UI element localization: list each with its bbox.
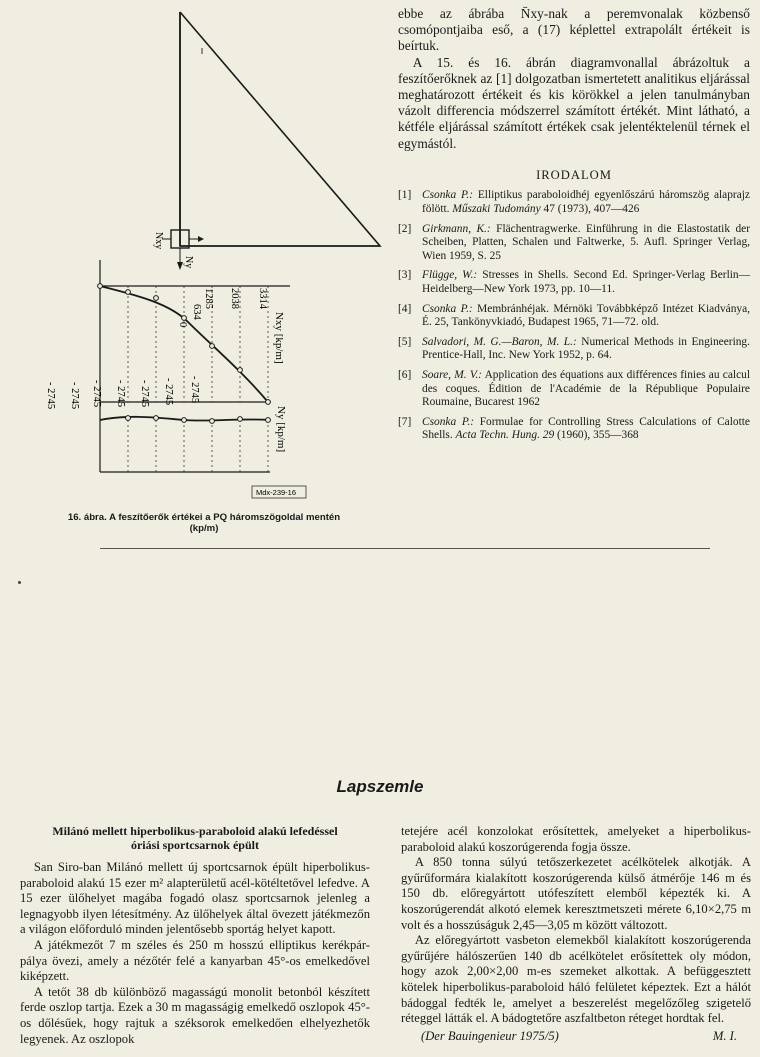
reference-number: [7] <box>398 415 412 428</box>
reference-text: Membránhéjak. Mérnöki Továbbképző Intézet Kiadványa, É. 25, Tankönyvkiadó, Budapest 1965, 71—72. old. <box>422 302 750 329</box>
reference-text: Formulae for Controlling Stress Calculations of Calotte Shells. <box>422 415 750 442</box>
reference-number: [6] <box>398 368 412 381</box>
triangle-outline <box>180 12 380 246</box>
paragraph: ebbe az ábrába N̄xy-nak a peremvonalak közbenső csomópontjaiba eső, a (17) képlettel extrapolált értékeit is beírtuk. <box>398 6 750 54</box>
ny-value: - 2745 <box>163 378 174 406</box>
reference-author: Flügge, W.: <box>422 269 478 282</box>
reference-author: Salvadori, M. G.—Baron, M. L.: <box>422 335 577 348</box>
reference-author: Soare, M. V.: <box>422 368 482 381</box>
reference-author: Csonka P.: <box>422 302 473 315</box>
reference-journal: Műszaki Tudomány <box>452 203 541 216</box>
ny-value: - 2745 <box>115 380 126 408</box>
reference-author: Girkmann, K.: <box>422 222 491 235</box>
figure-stamp: Mdx-239-16 <box>256 488 297 497</box>
reference-item <box>398 303 750 330</box>
reference-tail: (1960), 355—368 <box>554 429 639 442</box>
ny-value: - 2745 <box>45 382 56 410</box>
paragraph: A játékmezőt 7 m széles és 250 m hosszú elliptikus kerékpár-pálya övezi, amely a nézőtér felé a kanyarban 45°-os emelkedővel kiképzett. <box>20 937 370 984</box>
references-title: IRODALOM <box>536 167 612 182</box>
ny-unit-label: Ny [kp/m] <box>275 406 287 453</box>
paragraph: A 15. és 16. ábrán diagramvonallal ábrázoltuk a feszítőerőknek az [1] dolgozatban ismertetett analitikus eljárással meghatározott értékeit és kis körökkel a jelen tanulmányban vázolt differencia módszerrel számított értékét. Mint látható, a kétféle eljárással számított értékek csak jelentéktelenül térnek el egymástól. <box>398 54 750 151</box>
article-title <box>20 824 370 852</box>
ny-value: - 2745 <box>91 380 102 408</box>
reference-item <box>398 336 750 363</box>
figure-caption <box>24 512 384 534</box>
reference-journal: Acta Techn. Hung. 29 <box>455 429 555 442</box>
right-column-text <box>398 6 750 449</box>
article-left-column <box>20 824 370 1047</box>
section-divider <box>100 548 710 549</box>
reference-text: Numerical Methods in Engineering. Prentice-Hall, Inc. New York 1952, p. 64. <box>422 335 750 362</box>
paragraph: Az előregyártott vasbeton elemekből kialakított koszorúgerenda gyűrűjére hálószerűen 140 db acélkötelet erősítettek oly módon, hogy azok 2,00×2,00 m-es szemeket alkottak. A befüggesztett kötelek hiperbolikus-paraboloid háló felületet képeztek. Ezt a hálót bádoggal fedték le, amelyet a beszerelést megelőzőleg szigetelő réteggel látták el. A bádogtetőre aszfaltbeton réteget hordtak fel. <box>401 933 751 1026</box>
reference-item <box>398 416 750 443</box>
paragraph: A 850 tonna súlyú tetőszerkezetet acélkötelek alkotják. A gyűrűformára kialakított koszorúgerenda külső átmérője 146 m és 150 db. előregyártott utófeszített elemből képezték ki. A koszorúgerendát alkotó elemek keresztmetszeti mérete 6,10×2,75 m volt és a hosszúságuk 2,45—3,05 m között változott. <box>401 855 751 932</box>
nxy-value: 2038 <box>229 288 240 309</box>
nxy-value: 0 <box>177 322 188 328</box>
article-signature: M. I. <box>712 1028 737 1043</box>
label-nxy: Nxy <box>153 232 164 250</box>
nxy-value: 634 <box>191 304 202 320</box>
figure-caption-line2: (kp/m) <box>189 523 219 534</box>
reference-text: Application des équations aux différences finies au calcul des coques. Édition de l'Académie de la République Populaire Roumaine, Bucarest 1962 <box>422 368 750 409</box>
article-title-line2: óriási sportcsarnok épült <box>130 838 259 852</box>
reference-number: [2] <box>398 222 412 235</box>
element-arrowhead <box>177 262 183 270</box>
nxy-value: 3314 <box>257 288 268 309</box>
paragraph: tetejére acél konzolokat erősítettek, amelyeket a hiperbolikus-paraboloid alakú koszorúgerenda fogja össze. <box>401 824 751 854</box>
article-source: (Der Bauingenieur 1975/5) <box>421 1028 559 1043</box>
label-ny: Ny <box>183 256 194 269</box>
reference-number: [3] <box>398 269 412 282</box>
ny-value-labels <box>45 376 200 409</box>
reference-item <box>398 223 750 264</box>
nxy-value: 1285 <box>203 288 214 309</box>
ny-gridlines <box>128 420 268 472</box>
reference-number: [5] <box>398 335 412 348</box>
ny-value: - 2745 <box>139 380 150 408</box>
article-right-column <box>401 824 751 1044</box>
reference-item <box>398 369 750 410</box>
figure-16 <box>20 4 390 539</box>
reference-item <box>398 189 750 216</box>
reference-author: Csonka P.: <box>422 415 475 428</box>
page-mark <box>18 581 21 584</box>
reference-number: [1] <box>398 189 412 202</box>
figure-caption-line1: 16. ábra. A feszítőerők értékei a PQ háromszögoldal mentén <box>67 512 341 523</box>
nxy-value-labels <box>177 288 268 327</box>
reference-text: Stresses in Shells. Second Ed. Springer-Verlag Berlin—Heidelberg—New York 1973, pp. 10—11. <box>422 269 751 295</box>
nxy-unit-label: Nxy [kp/m] <box>273 312 285 364</box>
ny-value: - 2745 <box>69 382 80 410</box>
element-arrowhead <box>198 236 204 242</box>
reference-text: Elliptikus paraboloidhéj egyenlőszárú háromszög alaprajz fölött. <box>422 189 750 216</box>
reference-item <box>398 269 750 296</box>
ny-value: - 2745 <box>189 376 200 404</box>
reference-number: [4] <box>398 302 412 315</box>
reference-text: Flächentragwerke. Einführung in die Elastostatik der Scheiben, Platten, Schalen und Faltwerke, 5. Aufl. Springer Verlag, Wien 1959, S. 25 <box>422 222 750 262</box>
article-title-line1: Milánó mellett hiperbolikus-paraboloid alakú lefedéssel <box>52 824 338 838</box>
article-signature-line <box>401 1029 751 1045</box>
review-section-title: Lapszemle <box>336 777 424 796</box>
reference-tail: 47 (1973), 407—426 <box>540 203 640 216</box>
paragraph: A tetőt 38 db különböző magasságú monolit betonból készített ferde oszlop tartja. Ezek a 30 m magasságig emelkedő oszlopok 45°-os dőlésűek, hogy rajtuk a széksorok emelkedően elhelyezhetők legyenek. Az oszlopok <box>20 984 370 1046</box>
paragraph: San Siro-ban Milánó mellett új sportcsarnok épült hiperbolikus-paraboloid alakú 15 ezer m² alapterületű acél-kötéltetővel lefedve. A 15 ezer ülőhelyet magába fogadó olasz sportcsarnok jelenleg a legnagyobb ilyen létesítmény. Az ülőhelyek által övezett játékmezőn a világon előforduló minden jelentősebb sportág helyet kapott. <box>20 860 370 937</box>
reference-author: Csonka P.: <box>422 189 474 202</box>
